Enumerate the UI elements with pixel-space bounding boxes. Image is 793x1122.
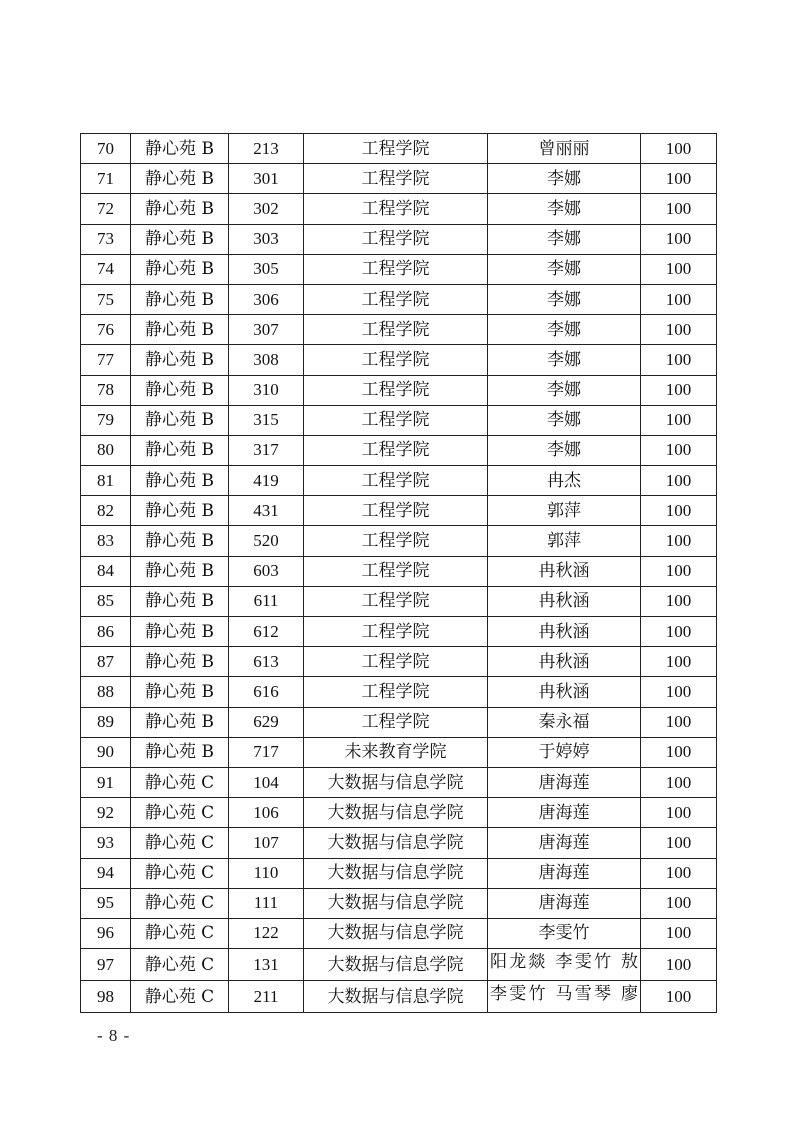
score-cell: 100 <box>641 405 717 435</box>
building-name-cell: 静心苑 B <box>131 647 229 677</box>
building-name-cell: 静心苑 C <box>131 858 229 888</box>
score-cell: 100 <box>641 284 717 314</box>
score-cell: 100 <box>641 526 717 556</box>
room-number-cell: 308 <box>229 345 304 375</box>
score-cell: 100 <box>641 981 717 1013</box>
college-name-cell: 工程学院 <box>304 194 488 224</box>
room-number-cell: 629 <box>229 707 304 737</box>
score-cell: 100 <box>641 737 717 767</box>
room-number-cell: 317 <box>229 435 304 465</box>
table-row <box>81 345 717 375</box>
row-number-cell: 94 <box>81 858 131 888</box>
responsible-person-cell: 冉杰 <box>488 466 641 496</box>
building-name-cell: 静心苑 B <box>131 194 229 224</box>
table-row <box>81 375 717 405</box>
row-number-cell: 81 <box>81 466 131 496</box>
row-number-cell: 93 <box>81 828 131 858</box>
responsible-person-cell: 秦永福 <box>488 707 641 737</box>
responsible-person-cell <box>488 981 641 1013</box>
row-number-cell: 77 <box>81 345 131 375</box>
building-name-cell: 静心苑 B <box>131 526 229 556</box>
table-row <box>81 981 717 1013</box>
college-name-cell: 工程学院 <box>304 134 488 164</box>
building-name-cell: 静心苑 B <box>131 254 229 284</box>
score-cell: 100 <box>641 315 717 345</box>
college-name-cell: 大数据与信息学院 <box>304 918 488 948</box>
row-number-cell: 84 <box>81 556 131 586</box>
table-row <box>81 194 717 224</box>
college-name-cell: 大数据与信息学院 <box>304 858 488 888</box>
college-name-cell: 工程学院 <box>304 405 488 435</box>
responsible-person-cell: 唐海莲 <box>488 798 641 828</box>
table-row <box>81 949 717 981</box>
row-number-cell: 70 <box>81 134 131 164</box>
building-name-cell: 静心苑 B <box>131 707 229 737</box>
responsible-person-cell: 李娜 <box>488 345 641 375</box>
building-name-cell: 静心苑 C <box>131 828 229 858</box>
table-row <box>81 918 717 948</box>
college-name-cell: 工程学院 <box>304 435 488 465</box>
room-number-cell: 106 <box>229 798 304 828</box>
table-row <box>81 466 717 496</box>
row-number-cell: 78 <box>81 375 131 405</box>
room-number-cell: 717 <box>229 737 304 767</box>
room-number-cell: 612 <box>229 617 304 647</box>
room-number-cell: 111 <box>229 888 304 918</box>
row-number-cell: 96 <box>81 918 131 948</box>
table-row <box>81 737 717 767</box>
responsible-person-cell: 李雯竹 <box>488 918 641 948</box>
college-name-cell: 大数据与信息学院 <box>304 981 488 1013</box>
building-name-cell: 静心苑 B <box>131 224 229 254</box>
building-name-cell: 静心苑 B <box>131 586 229 616</box>
responsible-person-cell: 于婷婷 <box>488 737 641 767</box>
building-name-cell: 静心苑 B <box>131 556 229 586</box>
building-name-cell: 静心苑 B <box>131 435 229 465</box>
responsible-person-cell: 郭萍 <box>488 526 641 556</box>
building-name-cell: 静心苑 B <box>131 617 229 647</box>
building-name-cell: 静心苑 B <box>131 466 229 496</box>
room-number-cell: 419 <box>229 466 304 496</box>
building-name-cell: 静心苑 B <box>131 677 229 707</box>
table-row <box>81 707 717 737</box>
row-number-cell: 71 <box>81 164 131 194</box>
row-number-cell: 89 <box>81 707 131 737</box>
room-number-cell: 301 <box>229 164 304 194</box>
responsible-person-cell: 唐海莲 <box>488 858 641 888</box>
table-row <box>81 858 717 888</box>
score-cell: 100 <box>641 375 717 405</box>
row-number-cell: 73 <box>81 224 131 254</box>
college-name-cell: 工程学院 <box>304 345 488 375</box>
responsible-person-cell: 冉秋涵 <box>488 617 641 647</box>
row-number-cell: 86 <box>81 617 131 647</box>
room-number-cell: 213 <box>229 134 304 164</box>
college-name-cell: 工程学院 <box>304 586 488 616</box>
row-number-cell: 74 <box>81 254 131 284</box>
row-number-cell: 95 <box>81 888 131 918</box>
building-name-cell: 静心苑 C <box>131 918 229 948</box>
table-row <box>81 435 717 465</box>
building-name-cell: 静心苑 B <box>131 496 229 526</box>
room-number-cell: 122 <box>229 918 304 948</box>
responsible-person-cell: 冉秋涵 <box>488 586 641 616</box>
college-name-cell: 工程学院 <box>304 466 488 496</box>
college-name-cell: 工程学院 <box>304 617 488 647</box>
row-number-cell: 98 <box>81 981 131 1013</box>
dormitory-score-table <box>80 133 717 1013</box>
college-name-cell: 未来教育学院 <box>304 737 488 767</box>
score-cell: 100 <box>641 798 717 828</box>
responsible-person-cell: 曾丽丽 <box>488 134 641 164</box>
building-name-cell: 静心苑 C <box>131 767 229 797</box>
room-number-cell: 303 <box>229 224 304 254</box>
room-number-cell: 613 <box>229 647 304 677</box>
college-name-cell: 工程学院 <box>304 254 488 284</box>
row-number-cell: 88 <box>81 677 131 707</box>
building-name-cell: 静心苑 C <box>131 949 229 981</box>
table-row <box>81 164 717 194</box>
room-number-cell: 310 <box>229 375 304 405</box>
table-row <box>81 224 717 254</box>
college-name-cell: 工程学院 <box>304 707 488 737</box>
room-number-cell: 315 <box>229 405 304 435</box>
score-cell: 100 <box>641 918 717 948</box>
responsible-person-cell: 冉秋涵 <box>488 647 641 677</box>
page-number: - 8 - <box>97 1026 131 1045</box>
table-row <box>81 767 717 797</box>
table-row <box>81 677 717 707</box>
college-name-cell: 工程学院 <box>304 496 488 526</box>
table-row <box>81 586 717 616</box>
score-cell: 100 <box>641 435 717 465</box>
row-number-cell: 97 <box>81 949 131 981</box>
building-name-cell: 静心苑 C <box>131 981 229 1013</box>
building-name-cell: 静心苑 C <box>131 798 229 828</box>
responsible-person-cell: 唐海莲 <box>488 828 641 858</box>
table-row <box>81 617 717 647</box>
college-name-cell: 工程学院 <box>304 224 488 254</box>
college-name-cell: 工程学院 <box>304 284 488 314</box>
table-row <box>81 254 717 284</box>
responsible-person-cell: 李娜 <box>488 284 641 314</box>
room-number-cell: 603 <box>229 556 304 586</box>
table-row <box>81 798 717 828</box>
score-cell: 100 <box>641 345 717 375</box>
row-number-cell: 82 <box>81 496 131 526</box>
row-number-cell: 83 <box>81 526 131 556</box>
college-name-cell: 大数据与信息学院 <box>304 767 488 797</box>
responsible-person-cell: 唐海莲 <box>488 888 641 918</box>
score-cell: 100 <box>641 707 717 737</box>
responsible-person-cell: 冉秋涵 <box>488 677 641 707</box>
table-row <box>81 284 717 314</box>
responsible-person-cell: 李娜 <box>488 315 641 345</box>
table-row <box>81 888 717 918</box>
row-number-cell: 75 <box>81 284 131 314</box>
score-cell: 100 <box>641 647 717 677</box>
row-number-cell: 72 <box>81 194 131 224</box>
room-number-cell: 302 <box>229 194 304 224</box>
responsible-person-cell: 唐海莲 <box>488 767 641 797</box>
responsible-person-cell: 冉秋涵 <box>488 556 641 586</box>
table-row <box>81 647 717 677</box>
table-row <box>81 405 717 435</box>
building-name-cell: 静心苑 B <box>131 284 229 314</box>
room-number-cell: 305 <box>229 254 304 284</box>
responsible-person-cell <box>488 949 641 981</box>
college-name-cell: 工程学院 <box>304 677 488 707</box>
college-name-cell: 工程学院 <box>304 526 488 556</box>
score-cell: 100 <box>641 677 717 707</box>
score-cell: 100 <box>641 556 717 586</box>
row-number-cell: 91 <box>81 767 131 797</box>
row-number-cell: 87 <box>81 647 131 677</box>
score-cell: 100 <box>641 617 717 647</box>
building-name-cell: 静心苑 B <box>131 315 229 345</box>
building-name-cell: 静心苑 B <box>131 164 229 194</box>
table-row <box>81 828 717 858</box>
building-name-cell: 静心苑 B <box>131 345 229 375</box>
responsible-person-cell: 李娜 <box>488 194 641 224</box>
responsible-person-cell: 李娜 <box>488 435 641 465</box>
score-cell: 100 <box>641 767 717 797</box>
score-cell: 100 <box>641 949 717 981</box>
room-number-cell: 611 <box>229 586 304 616</box>
score-cell: 100 <box>641 254 717 284</box>
room-number-cell: 616 <box>229 677 304 707</box>
building-name-cell: 静心苑 B <box>131 405 229 435</box>
score-cell: 100 <box>641 496 717 526</box>
table-row <box>81 556 717 586</box>
row-number-cell: 76 <box>81 315 131 345</box>
score-cell: 100 <box>641 224 717 254</box>
table-row <box>81 315 717 345</box>
row-number-cell: 85 <box>81 586 131 616</box>
building-name-cell: 静心苑 C <box>131 888 229 918</box>
table-body <box>81 134 717 1013</box>
college-name-cell: 大数据与信息学院 <box>304 888 488 918</box>
room-number-cell: 520 <box>229 526 304 556</box>
college-name-cell: 大数据与信息学院 <box>304 828 488 858</box>
score-cell: 100 <box>641 586 717 616</box>
college-name-cell: 大数据与信息学院 <box>304 798 488 828</box>
score-cell: 100 <box>641 164 717 194</box>
row-number-cell: 90 <box>81 737 131 767</box>
table-row <box>81 134 717 164</box>
college-name-cell: 工程学院 <box>304 375 488 405</box>
responsible-person-text: 阳龙燚 李雯竹 敖 <box>490 952 638 973</box>
score-cell: 100 <box>641 858 717 888</box>
score-cell: 100 <box>641 888 717 918</box>
college-name-cell: 工程学院 <box>304 164 488 194</box>
responsible-person-cell: 李娜 <box>488 164 641 194</box>
room-number-cell: 107 <box>229 828 304 858</box>
responsible-person-cell: 李娜 <box>488 405 641 435</box>
college-name-cell: 工程学院 <box>304 647 488 677</box>
responsible-person-text: 李雯竹 马雪琴 廖 <box>490 984 638 1005</box>
college-name-cell: 工程学院 <box>304 556 488 586</box>
room-number-cell: 211 <box>229 981 304 1013</box>
college-name-cell: 大数据与信息学院 <box>304 949 488 981</box>
score-cell: 100 <box>641 466 717 496</box>
responsible-person-cell: 郭萍 <box>488 496 641 526</box>
score-cell: 100 <box>641 828 717 858</box>
table-row <box>81 526 717 556</box>
responsible-person-cell: 李娜 <box>488 224 641 254</box>
row-number-cell: 92 <box>81 798 131 828</box>
row-number-cell: 80 <box>81 435 131 465</box>
row-number-cell: 79 <box>81 405 131 435</box>
college-name-cell: 工程学院 <box>304 315 488 345</box>
room-number-cell: 431 <box>229 496 304 526</box>
building-name-cell: 静心苑 B <box>131 375 229 405</box>
responsible-person-cell: 李娜 <box>488 254 641 284</box>
score-cell: 100 <box>641 194 717 224</box>
building-name-cell: 静心苑 B <box>131 737 229 767</box>
room-number-cell: 306 <box>229 284 304 314</box>
room-number-cell: 110 <box>229 858 304 888</box>
table-row <box>81 496 717 526</box>
room-number-cell: 307 <box>229 315 304 345</box>
building-name-cell: 静心苑 B <box>131 134 229 164</box>
room-number-cell: 104 <box>229 767 304 797</box>
responsible-person-cell: 李娜 <box>488 375 641 405</box>
score-cell: 100 <box>641 134 717 164</box>
room-number-cell: 131 <box>229 949 304 981</box>
